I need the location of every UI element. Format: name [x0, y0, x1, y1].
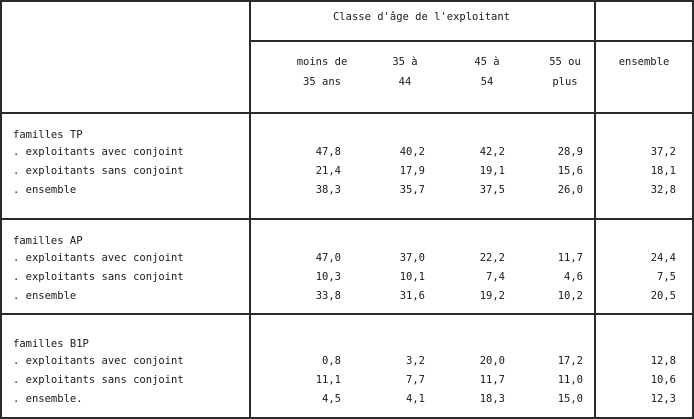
- column-header-3-line1: 45 à: [474, 56, 500, 68]
- table-cell: 10,3: [315, 271, 341, 283]
- table-cell: 37,2: [650, 146, 676, 158]
- row-label: . exploitants avec conjoint: [13, 252, 184, 264]
- table-cell: 47,0: [315, 252, 341, 264]
- table-cell: 12,3: [650, 393, 676, 405]
- table-cell: 20,0: [479, 355, 505, 367]
- column-header-1-line2: 35 ans: [303, 76, 341, 88]
- table-cell: 17,9: [399, 165, 425, 177]
- table-cell: 11,0: [557, 374, 583, 386]
- group-title: Classe d'âge de l'exploitant: [332, 11, 510, 23]
- rule-stub: [249, 0, 251, 419]
- column-header-4-line2: plus: [552, 76, 578, 88]
- column-header-1-line1: moins de: [296, 56, 348, 68]
- table-cell: 22,2: [479, 252, 505, 264]
- table-cell: 21,4: [315, 165, 341, 177]
- table-cell: 40,2: [399, 146, 425, 158]
- column-header-2-line1: 35 à: [392, 56, 418, 68]
- rule-group-1-end: [0, 218, 694, 220]
- table-cell: 10,1: [399, 271, 425, 283]
- row-label: . exploitants sans conjoint: [13, 165, 184, 177]
- table-cell: 19,2: [479, 290, 505, 302]
- row-label: . exploitants avec conjoint: [13, 146, 184, 158]
- table-cell: 33,8: [315, 290, 341, 302]
- table-cell: 42,2: [479, 146, 505, 158]
- row-label: . ensemble.: [13, 393, 83, 405]
- column-header-2-line2: 44: [398, 76, 412, 88]
- table-cell: 15,0: [557, 393, 583, 405]
- table-cell: 28,9: [557, 146, 583, 158]
- table-cell: 24,4: [650, 252, 676, 264]
- table-cell: 18,3: [479, 393, 505, 405]
- group-title-3: familles B1P: [13, 338, 89, 350]
- table-cell: 10,2: [557, 290, 583, 302]
- table-cell: 11,7: [479, 374, 505, 386]
- row-label: . ensemble: [13, 290, 77, 302]
- row-label: . exploitants sans conjoint: [13, 271, 184, 283]
- table-cell: 11,7: [557, 252, 583, 264]
- table-cell: 17,2: [557, 355, 583, 367]
- rule-right: [692, 0, 694, 419]
- row-label: . ensemble: [13, 184, 77, 196]
- table-cell: 10,6: [650, 374, 676, 386]
- table-cell: 15,6: [557, 165, 583, 177]
- rule-under-header: [0, 112, 694, 114]
- table-cell: 37,5: [479, 184, 505, 196]
- table-cell: 7,4: [486, 271, 505, 283]
- table-cell: 4,1: [406, 393, 425, 405]
- table-cell: 0,8: [322, 355, 341, 367]
- table-cell: 19,1: [479, 165, 505, 177]
- rule-left: [0, 0, 2, 419]
- column-header-5-line1: ensemble: [618, 56, 670, 68]
- table-cell: 18,1: [650, 165, 676, 177]
- group-title-1: familles TP: [13, 129, 83, 141]
- table-cell: 26,0: [557, 184, 583, 196]
- table-cell: 32,8: [650, 184, 676, 196]
- rule-top: [0, 0, 694, 2]
- table-cell: 35,7: [399, 184, 425, 196]
- table-cell: 3,2: [406, 355, 425, 367]
- table-cell: 4,5: [322, 393, 341, 405]
- row-label: . exploitants sans conjoint: [13, 374, 184, 386]
- table-cell: 7,7: [406, 374, 425, 386]
- rule-under-group-title: [249, 40, 694, 42]
- table-cell: 11,1: [315, 374, 341, 386]
- group-title-2: familles AP: [13, 235, 83, 247]
- column-header-3-line2: 54: [480, 76, 494, 88]
- column-header-4-line1: 55 ou: [549, 56, 581, 68]
- table-cell: 20,5: [650, 290, 676, 302]
- rule-bottom: [0, 417, 694, 419]
- table-cell: 31,6: [399, 290, 425, 302]
- table-cell: 47,8: [315, 146, 341, 158]
- table-cell: 38,3: [315, 184, 341, 196]
- row-label: . exploitants avec conjoint: [13, 355, 184, 367]
- table-cell: 7,5: [657, 271, 676, 283]
- table-cell: 12,8: [650, 355, 676, 367]
- table-cell: 37,0: [399, 252, 425, 264]
- rule-group-2-end: [0, 313, 694, 315]
- table-cell: 4,6: [564, 271, 583, 283]
